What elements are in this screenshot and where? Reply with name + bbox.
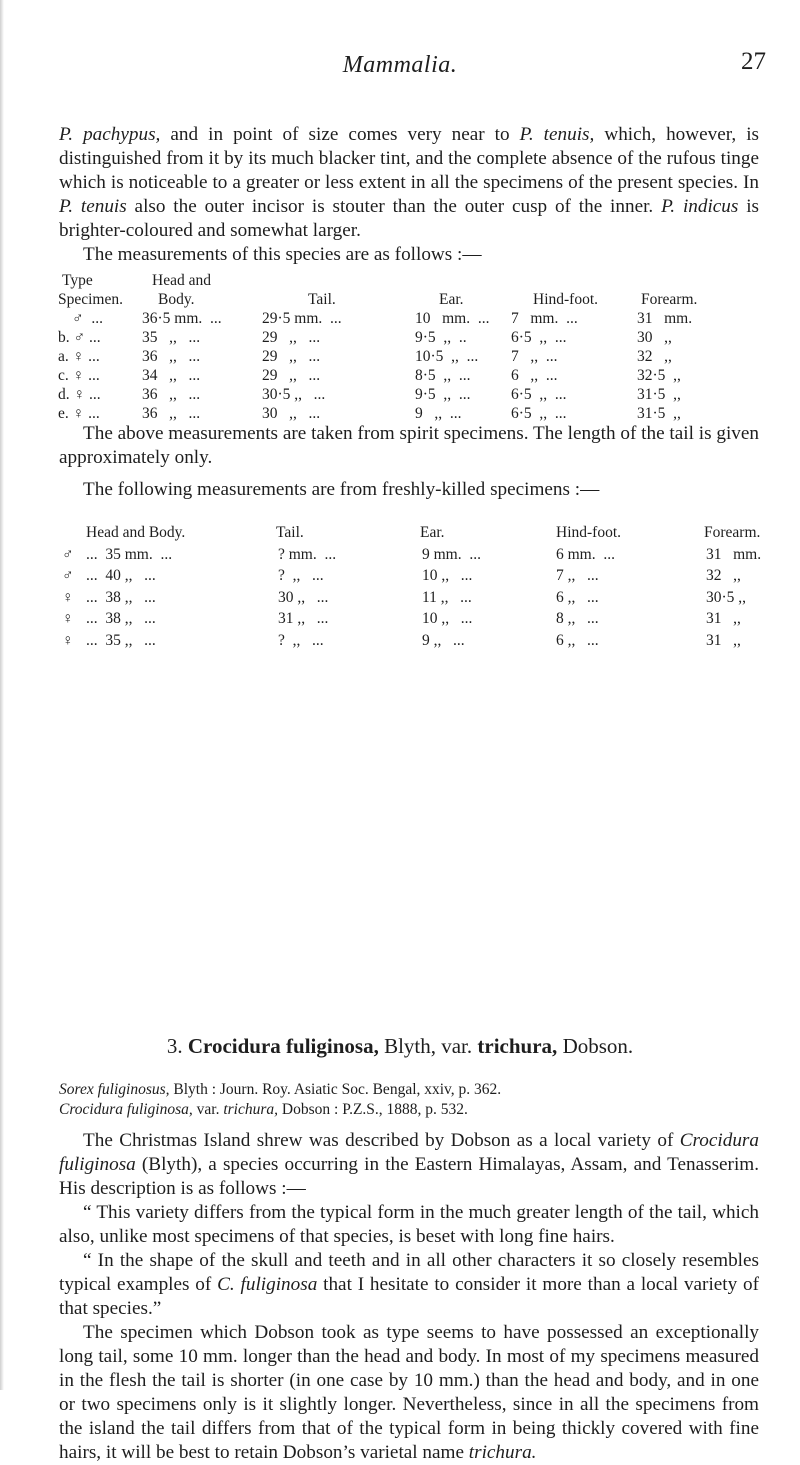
table-cell: b. ♂ ... xyxy=(58,329,101,346)
table-cell: 32 ,, xyxy=(637,348,672,365)
table-row xyxy=(62,632,794,654)
table-cell: 7 mm. ... xyxy=(511,310,578,327)
table-header-cell: Forearm. xyxy=(641,291,698,308)
table-cell: 10 mm. ... xyxy=(415,310,490,327)
running-header-title: Mammalia. xyxy=(342,52,458,78)
table-cell: 31 mm. xyxy=(706,545,762,563)
table-header-cell: Type xyxy=(62,272,93,289)
synonymy-block xyxy=(59,1080,759,1120)
table-header-cell: Ear. xyxy=(439,291,464,308)
table-header-cell: Hind-foot. xyxy=(556,524,622,541)
table-cell: 9·5 ,, .. xyxy=(415,329,467,346)
table-cell: ... 38 ,, ... xyxy=(86,610,156,627)
table-header-cell: Ear. xyxy=(420,524,445,541)
table-cell: 9 ,, ... xyxy=(415,405,462,422)
table-cell: ... 38 ,, ... xyxy=(86,588,156,606)
table-cell: 29 ,, ... xyxy=(262,367,321,384)
text-run: is brighter-coloured and somewhat larger. xyxy=(59,196,760,241)
intro-block xyxy=(59,123,759,267)
table-cell: 9 ,, ... xyxy=(422,631,465,649)
text-run: (Blyth), a species occurring in the Eastern Himalayas, Assam, and Tenasserim. His description is as follows :— xyxy=(59,1154,759,1199)
section-species-name: Crocidura fuliginosa, xyxy=(187,1034,379,1058)
quote-paragraph: “ This variety differs from the typical form in the much greater length of the tail, which also, unlike most specimens of that species, is beset with long fine hairs. xyxy=(59,1202,759,1247)
table-cell: 30·5 ,, ... xyxy=(262,386,326,403)
table-cell: ... 40 ,, ... xyxy=(86,567,156,584)
table-cell: 29·5 mm. ... xyxy=(262,310,342,327)
synonymy-line xyxy=(59,1080,759,1100)
fresh-measurements-intro: The following measurements are from freshly-killed specimens :— xyxy=(83,479,600,500)
page-edge-shadow xyxy=(0,0,4,1390)
table-cell: 6 ,, ... xyxy=(556,588,599,606)
table-row xyxy=(62,589,794,611)
sex-symbol: ♀ xyxy=(62,588,74,606)
table-cell: 31 ,, ... xyxy=(278,610,329,627)
table-cell: 6 ,, ... xyxy=(556,631,599,649)
table-cell: ? ,, ... xyxy=(278,631,324,649)
section-author: Blyth, var. xyxy=(384,1034,473,1058)
table-cell: 32·5 ,, xyxy=(637,367,681,384)
table-cell: 6·5 ,, ... xyxy=(511,386,567,403)
table-cell: 10 ,, ... xyxy=(422,610,473,627)
table-cell: 10 ,, ... xyxy=(422,567,473,584)
species-name: P. indicus xyxy=(661,196,739,217)
table-cell: 7 ,, ... xyxy=(511,348,558,365)
table-row xyxy=(58,367,697,386)
text-run: and in point of size comes very near to xyxy=(160,124,520,145)
sex-symbol: ♂ xyxy=(62,567,74,584)
sex-symbol: ♂ xyxy=(62,545,74,563)
table-header-cell: Hind-foot. xyxy=(533,291,599,308)
synonymy-line xyxy=(59,1100,759,1120)
table-cell: c. ♀ ... xyxy=(58,367,100,384)
intro-paragraph xyxy=(59,123,759,243)
table-cell: 36 ,, ... xyxy=(142,348,201,365)
text-run: “ In the shape of the skull and teeth and in all other characters it so closely resembles typical examples of xyxy=(59,1250,759,1295)
table-cell: ... 35 mm. ... xyxy=(86,545,173,563)
text-run: var. xyxy=(192,1101,224,1118)
species-name: P. pachypus, xyxy=(59,124,161,145)
table-cell: ♂ ... xyxy=(72,310,103,327)
table-header-cell: Head and xyxy=(152,272,211,289)
table-cell: 6·5 ,, ... xyxy=(511,405,567,422)
page-number: 27 xyxy=(741,48,766,75)
body-paragraph xyxy=(59,1321,759,1465)
synonym-variety: trichura, xyxy=(223,1101,279,1118)
species-name: C. fuliginosa xyxy=(217,1274,318,1295)
text-run: that I hesitate to consider it more than a local variety of that species.” xyxy=(59,1274,760,1319)
section-heading xyxy=(0,1034,800,1059)
table-cell: 31·5 ,, xyxy=(637,386,681,403)
table-cell: 31 ,, xyxy=(706,610,741,627)
table-row xyxy=(58,348,697,367)
table-cell: 35 ,, ... xyxy=(142,329,201,346)
section-number: 3. xyxy=(166,1034,183,1058)
table-cell: a. ♀ ... xyxy=(58,348,100,365)
spirit-measurements-table xyxy=(58,272,697,424)
body-block xyxy=(59,1129,759,1465)
table-header-cell: Specimen. xyxy=(58,291,123,308)
table-cell: 8 ,, ... xyxy=(556,610,599,627)
species-name: Crocidura fuliginosa xyxy=(59,1130,759,1175)
table-cell: 30·5 ,, xyxy=(706,588,747,606)
table-header-cell: Body. xyxy=(158,291,195,308)
table-header-row xyxy=(58,272,697,291)
spirit-specimen-note: The above measurements are taken from spirit specimens. The length of the tail is given approximately only. xyxy=(59,423,759,468)
table-row xyxy=(58,329,697,348)
table-cell: ? ,, ... xyxy=(278,567,324,584)
table-cell: 8·5 ,, ... xyxy=(415,367,471,384)
table-header-cell: Tail. xyxy=(276,524,304,541)
text-run: which, however, is distinguished from it by its much blacker tint, and the complete absence of the rufous tinge which is noticeable to a greater or less extent in all the specimens of the present species. In xyxy=(59,124,759,193)
table-cell: 30 ,, xyxy=(637,329,672,346)
table-cell: 31 mm. xyxy=(637,310,693,327)
table-cell: e. ♀ ... xyxy=(58,405,100,422)
measurements-intro: The measurements of this species are as follows :— xyxy=(83,244,482,265)
table-row xyxy=(62,567,794,589)
table-header-cell: Head and Body. xyxy=(86,524,186,541)
table-row xyxy=(62,546,794,568)
text-run: also the outer incisor is stouter than the outer cusp of the inner. xyxy=(126,196,662,217)
table-cell: 10·5 ,, ... xyxy=(415,348,479,365)
sex-symbol: ♀ xyxy=(62,631,74,649)
table-cell: 36 ,, ... xyxy=(142,386,201,403)
species-name: P. tenuis, xyxy=(519,124,595,145)
table-cell: ... 35 ,, ... xyxy=(86,631,156,649)
table-cell: 32 ,, xyxy=(706,567,741,584)
text-run: The specimen which Dobson took as type seems to have possessed an exceptionally long tail, some 10 mm. longer than the head and body. In most of my specimens measured in the flesh the tail is shorter (in one case by 10 mm.) than the head and body, and in one or two specimens only is it slightly longer. Nevertheless, since in all the specimens from the island the tail differs from that of the typical form in being thickly covered with fine hairs, it will be best to retain Dobson’s varietal name xyxy=(59,1322,759,1463)
table-row xyxy=(58,386,697,405)
table-cell: 6 ,, ... xyxy=(511,367,558,384)
species-name: trichura. xyxy=(468,1442,537,1463)
synonym-reference: Dobson : P.Z.S., 1888, p. 532. xyxy=(278,1101,468,1118)
sex-symbol: ♀ xyxy=(62,610,74,627)
table-header-cell: Tail. xyxy=(308,291,336,308)
text-run: The Christmas Island shrew was described by Dobson as a local variety of xyxy=(83,1130,680,1151)
note-block xyxy=(59,422,759,502)
table-header-row xyxy=(62,524,794,546)
table-cell: 30 ,, ... xyxy=(262,405,321,422)
table-cell: ? mm. ... xyxy=(278,545,337,563)
table-cell: 36 ,, ... xyxy=(142,405,201,422)
table-cell: 6·5 ,, ... xyxy=(511,329,567,346)
table-cell: 7 ,, ... xyxy=(556,567,599,584)
fresh-measurements-table xyxy=(62,524,794,653)
table-cell: 29 ,, ... xyxy=(262,348,321,365)
table-cell: 30 ,, ... xyxy=(278,588,329,606)
species-name: P. tenuis xyxy=(59,196,127,217)
section-variety-name: trichura, xyxy=(477,1034,558,1058)
section-variety-author: Dobson. xyxy=(562,1034,634,1058)
table-header-row xyxy=(58,291,697,310)
table-cell: 11 ,, ... xyxy=(422,588,472,606)
synonym-name: Sorex fuliginosus, xyxy=(59,1081,170,1098)
table-header-cell: Forearm. xyxy=(704,524,761,541)
table-cell: 9 mm. ... xyxy=(422,545,481,563)
table-cell: 36·5 mm. ... xyxy=(142,310,222,327)
table-row xyxy=(62,610,794,632)
table-cell: 9·5 ,, ... xyxy=(415,386,471,403)
table-cell: 34 ,, ... xyxy=(142,367,201,384)
table-cell: 31 ,, xyxy=(706,631,741,649)
body-paragraph xyxy=(59,1129,759,1201)
table-row xyxy=(58,310,697,329)
synonym-name: Crocidura fuliginosa, xyxy=(59,1101,193,1118)
table-cell: d. ♀ ... xyxy=(58,386,101,403)
synonym-reference: Blyth : Journ. Roy. Asiatic Soc. Bengal, xxiv, p. 362. xyxy=(169,1081,502,1098)
quote-paragraph xyxy=(59,1249,759,1321)
table-cell: 31·5 ,, xyxy=(637,405,681,422)
table-cell: 29 ,, ... xyxy=(262,329,321,346)
table-cell: 6 mm. ... xyxy=(556,545,615,563)
